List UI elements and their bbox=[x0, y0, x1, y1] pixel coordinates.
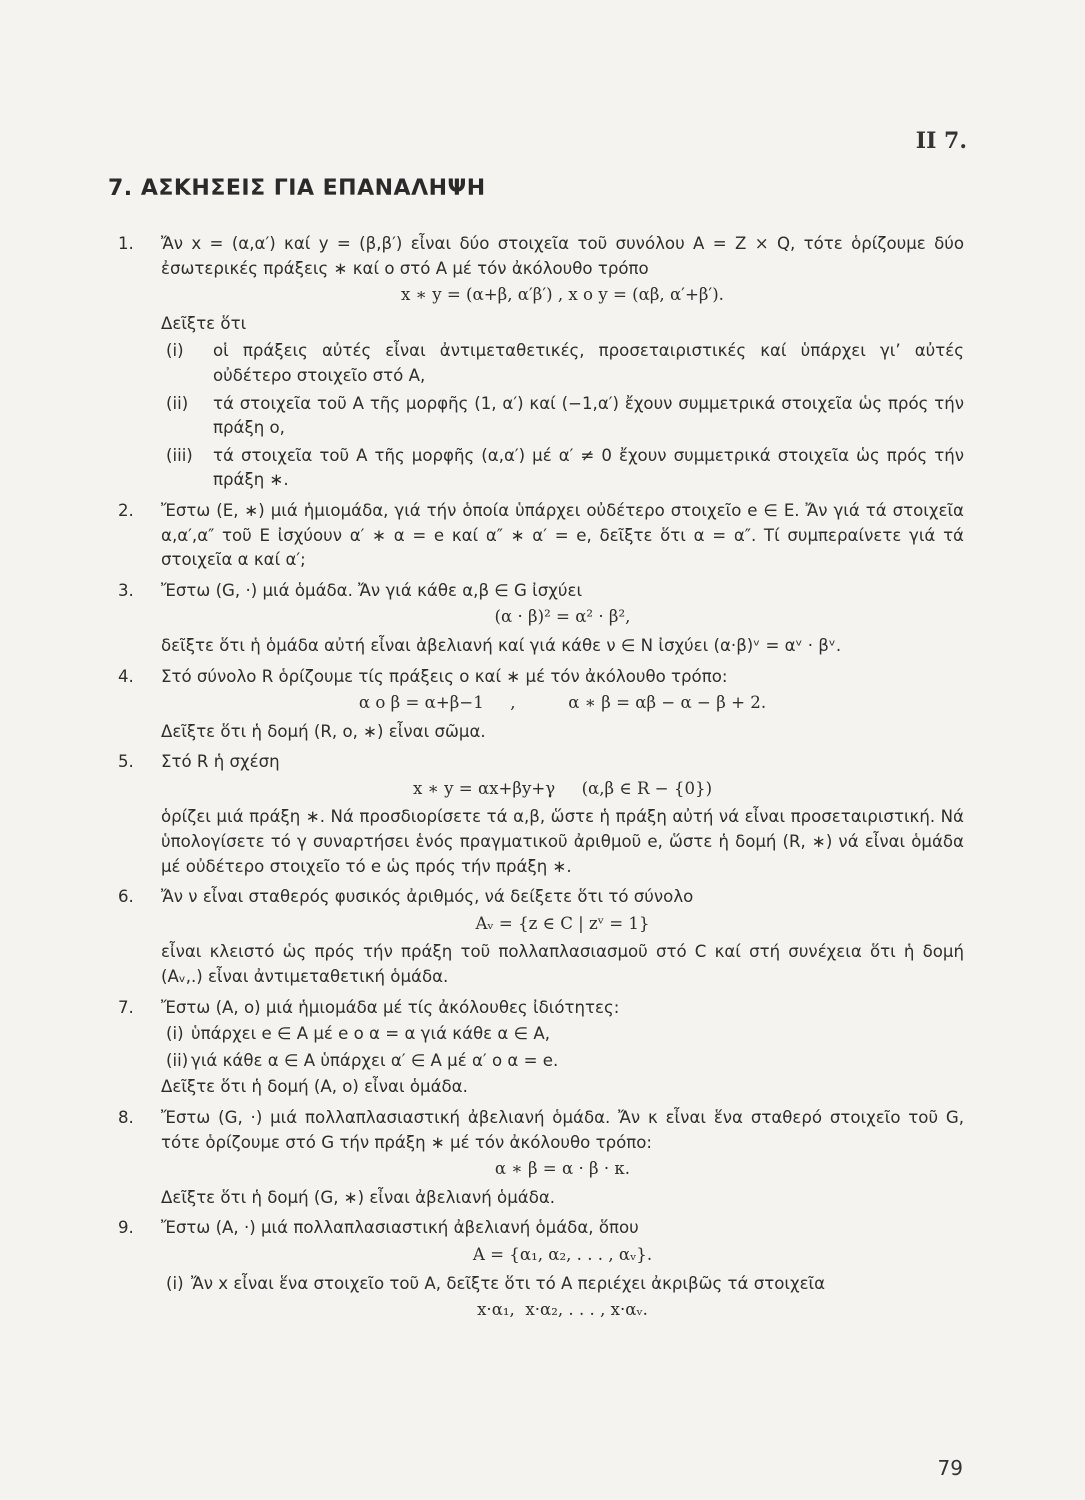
exercise-text: Ἔστω (A, ·) μιά πολλαπλασιαστική ἀβελιανή ὁμάδα, ὅπου bbox=[161, 1218, 639, 1238]
exercise-text: δεῖξτε ὅτι ἡ ὁμάδα αὐτή εἶναι ἀβελιανή καί γιά κάθε ν ∈ N ἰσχύει (α·β)ᵛ = αᵛ · βᵛ. bbox=[161, 635, 842, 655]
sub-item bbox=[161, 392, 964, 441]
exercise-text: Ἄν x = (α,α′) καί y = (β,β′) εἶναι δύο στοιχεῖα τοῦ συνόλου A = Z × Q, τότε ὁρίζουμε δύο ἐσωτερικές πράξεις ∗ καί ο στό A μέ τόν ἀκόλουθο τρόπο bbox=[161, 234, 964, 278]
exercise-number: 5. bbox=[118, 752, 134, 772]
formula: α ∗ β = α · β · κ. bbox=[494, 1159, 631, 1179]
exercise-text: εἶναι κλειστό ὡς πρός τήν πράξη τοῦ πολλαπλασιασμοῦ στό C καί στή συνέχεια ὅτι ἡ δομή (Aᵥ,.) εἶναι ἀντιμεταθετική ὁμάδα. bbox=[161, 942, 964, 987]
formula: x·α₁, x·α₂, . . . , x·αᵥ. bbox=[477, 1300, 648, 1320]
running-head: II 7. bbox=[915, 128, 967, 154]
exercise-3 bbox=[118, 579, 964, 659]
exercise-5 bbox=[118, 750, 964, 879]
exercise-text: Ἔστω (E, ∗) μιά ἡμιομάδα, γιά τήν ὁποία ὑπάρχει οὐδέτερο στοιχεῖο e ∈ E. Ἄν γιά τά στοιχεῖα α,α′,α″ τοῦ E ἰσχύουν α′ ∗ α = e καί α″ ∗ α′ = e, δεῖξτε ὅτι α = α″. Τί συμπεραίνετε γιά τά στοιχεῖα α καί α′; bbox=[161, 500, 964, 570]
sub-item-label: (iii) bbox=[166, 445, 193, 465]
exercise-6 bbox=[118, 885, 964, 989]
sub-item-text: οἱ πράξεις αὐτές εἶναι ἀντιμεταθετικές, προσεταιριστικές καί ὑπάρχει γι’ αὐτές οὐδέτερο στοιχεῖο στό A, bbox=[213, 341, 964, 385]
sub-item-label: (ii) bbox=[166, 1050, 189, 1070]
page-number: 79 bbox=[937, 1456, 963, 1480]
exercise-number: 1. bbox=[118, 234, 134, 253]
exercise-text: Δεῖξτε ὅτι ἡ δομή (R, ο, ∗) εἶναι σῶμα. bbox=[161, 721, 486, 741]
sub-item-text: Ἄν x εἶναι ἕνα στοιχεῖο τοῦ A, δεῖξτε ὅτι τό A περιέχει ἀκριβῶς τά στοιχεῖα bbox=[191, 1273, 826, 1293]
formula: Aᵥ = {z ∈ C | zᵛ = 1} bbox=[475, 913, 650, 933]
sub-item-label: (ii) bbox=[166, 393, 189, 413]
sub-item-label: (i) bbox=[166, 341, 184, 361]
sub-item bbox=[161, 339, 964, 388]
sub-item bbox=[161, 444, 964, 493]
exercise-4 bbox=[118, 665, 964, 745]
sub-item bbox=[161, 1272, 964, 1297]
sub-item-label: (i) bbox=[166, 1273, 184, 1293]
formula: A = {α₁, α₂, . . . , αᵥ}. bbox=[472, 1244, 653, 1264]
exercise-number: 4. bbox=[118, 666, 134, 686]
sub-item-text: τά στοιχεῖα τοῦ A τῆς μορφῆς (α,α′) μέ α′ ≠ 0 ἔχουν συμμετρικά στοιχεῖα ὡς πρός τήν πράξη ∗. bbox=[213, 445, 964, 490]
exercise-text: Δεῖξτε ὅτι ἡ δομή (A, ο) εἶναι ὁμάδα. bbox=[161, 1077, 468, 1097]
exercise-text: Στό R ἡ σχέση bbox=[161, 752, 280, 772]
exercise-number: 7. bbox=[118, 997, 134, 1017]
sub-item-text: ὑπάρχει e ∈ A μέ e ο α = α γιά κάθε α ∈ A, bbox=[191, 1024, 550, 1044]
exercise-number: 2. bbox=[118, 500, 134, 520]
exercise-text: Δεῖξτε ὅτι bbox=[161, 313, 247, 333]
exercise-text: Ἔστω (G, ·) μιά ὁμάδα. Ἄν γιά κάθε α,β ∈ G ἰσχύει bbox=[161, 580, 583, 600]
exercise-text: Δεῖξτε ὅτι ἡ δομή (G, ∗) εἶναι ἀβελιανή ὁμάδα. bbox=[161, 1187, 556, 1207]
exercise-number: 3. bbox=[118, 580, 134, 600]
exercise-text: Ἔστω (G, ·) μιά πολλαπλασιαστική ἀβελιανή ὁμάδα. Ἄν κ εἶναι ἕνα σταθερό στοιχεῖο τοῦ G, τότε ὁρίζουμε στό G τήν πράξη ∗ μέ τόν ἀκόλουθο τρόπο: bbox=[161, 1108, 964, 1152]
exercise-text: Ἔστω (A, ο) μιά ἡμιομάδα μέ τίς ἀκόλουθες ἰδιότητες: bbox=[161, 997, 620, 1017]
exercise-number: 8. bbox=[118, 1108, 134, 1127]
exercise-number: 6. bbox=[118, 887, 134, 907]
sub-item bbox=[161, 1022, 964, 1047]
exercise-text: Στό σύνολο R ὁρίζουμε τίς πράξεις ο καί ∗ μέ τόν ἀκόλουθο τρόπο: bbox=[161, 666, 728, 686]
exercise-1 bbox=[118, 232, 964, 493]
exercise-9 bbox=[118, 1216, 964, 1322]
formula: x ∗ y = αx+βy+γ (α,β ∈ R − {0}) bbox=[412, 778, 713, 798]
sub-item-label: (i) bbox=[166, 1024, 184, 1044]
exercise-8 bbox=[118, 1106, 964, 1210]
formula: x ∗ y = (α+β, α′β′) , x ο y = (αβ, α′+β′). bbox=[401, 285, 724, 305]
formula: α ο β = α+β−1 , α ∗ β = αβ − α − β + 2. bbox=[358, 693, 767, 713]
exercise-text: Ἄν ν εἶναι σταθερός φυσικός ἀριθμός, νά δείξετε ὅτι τό σύνολο bbox=[161, 887, 694, 907]
exercise-number: 9. bbox=[118, 1218, 134, 1238]
sub-item bbox=[161, 1049, 964, 1074]
formula: (α · β)² = α² · β², bbox=[494, 607, 631, 627]
exercise-list bbox=[118, 232, 964, 1329]
exercise-text: ὁρίζει μιά πράξη ∗. Νά προσδιορίσετε τά α,β, ὥστε ἡ πράξη αὐτή νά εἶναι προσεταιριστική. Νά ὑπολογίσετε τό γ συναρτήσει ἑνός πραγματικοῦ ἀριθμοῦ e, ὥστε ἡ δομή (R, ∗) νά εἶναι ὁμάδα μέ οὐδέτερο στοιχεῖο τό e ὡς πρός τήν πράξη ∗. bbox=[161, 807, 964, 876]
exercise-2 bbox=[118, 499, 964, 573]
exercise-7 bbox=[118, 996, 964, 1100]
section-title: 7. ΑΣΚΗΣΕΙΣ ΓΙΑ ΕΠΑΝΑΛΗΨΗ bbox=[108, 176, 486, 201]
sub-item-text: γιά κάθε α ∈ A ὑπάρχει α′ ∈ A μέ α′ ο α = e. bbox=[191, 1050, 559, 1070]
sub-item-text: τά στοιχεῖα τοῦ A τῆς μορφῆς (1, α′) καί (−1,α′) ἔχουν συμμετρικά στοιχεῖα ὡς πρός τήν πράξη ο, bbox=[213, 393, 964, 438]
